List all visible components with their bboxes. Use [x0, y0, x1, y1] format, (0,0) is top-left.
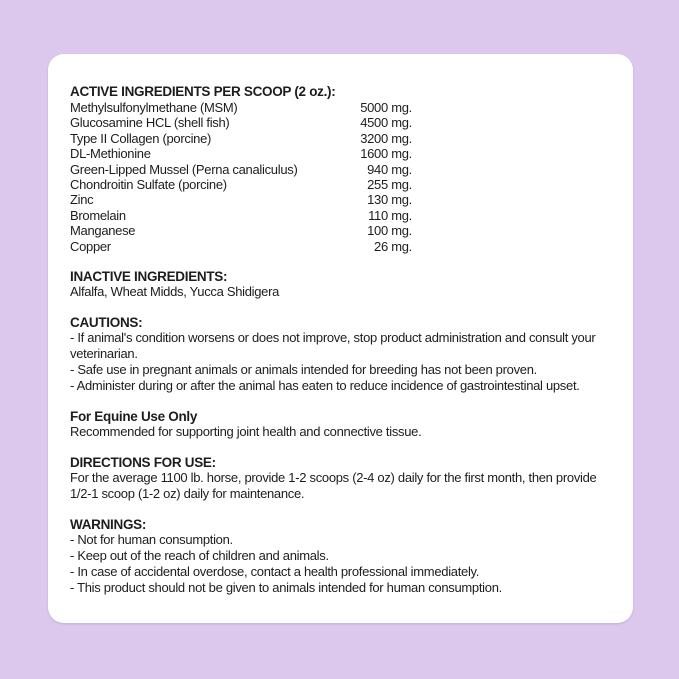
ingredient-amount: 255 mg. — [367, 177, 412, 193]
ingredient-row — [70, 115, 412, 130]
warning-item: - Not for human consumption. — [70, 532, 233, 548]
directions-heading: DIRECTIONS FOR USE: — [70, 455, 216, 471]
ingredient-row — [70, 162, 412, 177]
warning-item: - Keep out of the reach of children and animals. — [70, 548, 329, 564]
caution-item: - If animal's condition worsens or does not improve, stop product administration and consult your veterinarian. — [70, 330, 596, 362]
warnings-heading: WARNINGS: — [70, 517, 147, 533]
ingredient-amount: 3200 mg. — [360, 130, 412, 146]
ingredient-amount: 100 mg. — [367, 223, 412, 239]
supplement-label-card — [48, 54, 633, 623]
cautions-heading: CAUTIONS: — [70, 315, 143, 331]
ingredient-amount: 940 mg. — [367, 161, 412, 177]
active-ingredients-heading: ACTIVE INGREDIENTS PER SCOOP (2 oz.): — [70, 84, 336, 99]
inactive-ingredients-heading: INACTIVE INGREDIENTS: — [70, 269, 228, 285]
ingredient-name: Type II Collagen (porcine) — [70, 130, 212, 146]
ingredient-name: Methylsulfonylmethane (MSM) — [70, 100, 238, 115]
ingredient-name: Zinc — [70, 192, 94, 208]
equine-use-heading: For Equine Use Only — [70, 409, 198, 425]
warning-item: - In case of accidental overdose, contact a health professional immediately. — [70, 564, 480, 580]
inactive-ingredients-text: Alfalfa, Wheat Midds, Yucca Shidigera — [70, 284, 280, 300]
ingredient-row — [70, 239, 412, 254]
active-ingredients-section — [70, 84, 611, 254]
active-ingredients-table — [70, 100, 412, 254]
ingredient-row — [70, 177, 412, 192]
ingredient-amount: 130 mg. — [367, 192, 412, 208]
equine-use-section — [70, 409, 611, 440]
ingredient-name: DL-Methionine — [70, 146, 151, 162]
ingredient-row — [70, 223, 412, 238]
directions-text: For the average 1100 lb. horse, provide 1-2 scoops (2-4 oz) daily for the first month, then provide 1/2-1 scoop (1-2 oz) daily for maintenance. — [70, 470, 597, 502]
ingredient-row — [70, 192, 412, 207]
ingredient-amount: 110 mg. — [368, 207, 412, 223]
cautions-section — [70, 315, 611, 394]
ingredient-amount: 4500 mg. — [360, 115, 412, 131]
ingredient-name: Bromelain — [70, 207, 126, 223]
inactive-ingredients-section — [70, 269, 611, 300]
ingredient-amount: 5000 mg. — [360, 100, 412, 115]
ingredient-name: Manganese — [70, 223, 136, 239]
directions-section — [70, 455, 611, 502]
ingredient-row — [70, 100, 412, 115]
ingredient-row — [70, 146, 412, 161]
ingredient-name: Green-Lipped Mussel (Perna canaliculus) — [70, 161, 298, 177]
caution-item: - Administer during or after the animal has eaten to reduce incidence of gastrointestinal upset. — [70, 378, 580, 394]
warnings-section — [70, 517, 611, 596]
ingredient-amount: 1600 mg. — [360, 146, 412, 162]
ingredient-name: Glucosamine HCL (shell fish) — [70, 115, 230, 131]
equine-use-text: Recommended for supporting joint health and connective tissue. — [70, 424, 422, 440]
caution-item: - Safe use in pregnant animals or animals intended for breeding has not been proven. — [70, 362, 537, 378]
warning-item: - This product should not be given to animals intended for human consumption. — [70, 580, 502, 596]
ingredient-name: Copper — [70, 238, 111, 254]
ingredient-row — [70, 131, 412, 146]
ingredient-row — [70, 208, 412, 223]
ingredient-name: Chondroitin Sulfate (porcine) — [70, 177, 227, 193]
ingredient-amount: 26 mg. — [374, 238, 412, 254]
